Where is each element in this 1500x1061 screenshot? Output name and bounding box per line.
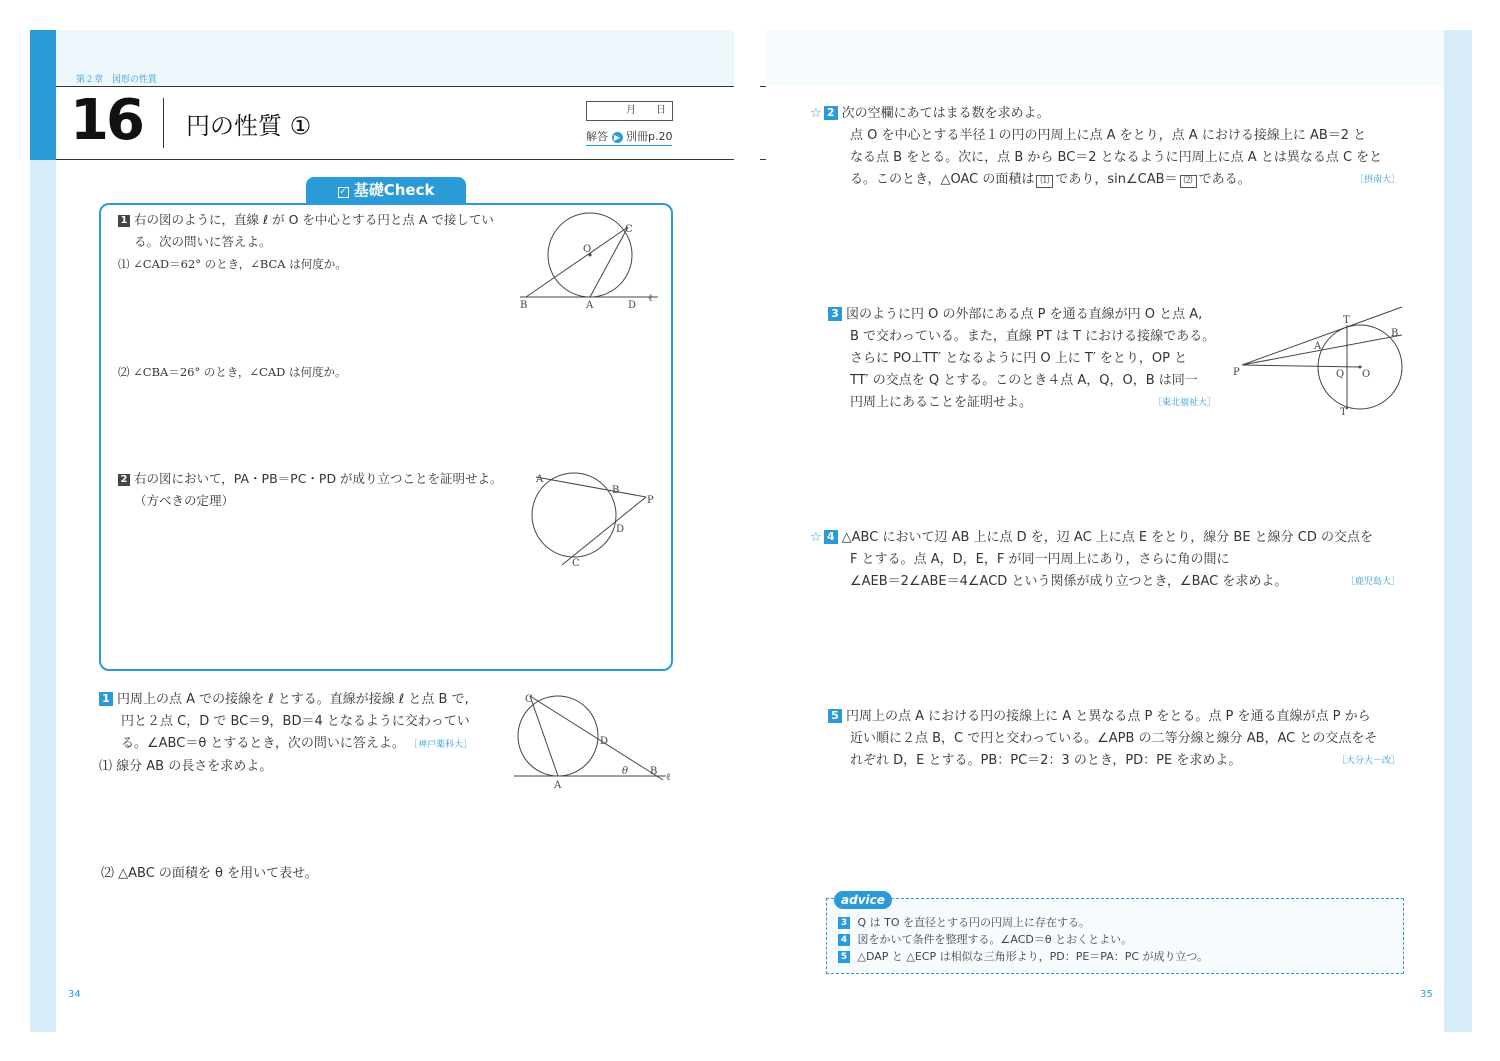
lesson-number: 16	[70, 88, 142, 153]
advice-item-number: 4	[838, 934, 850, 946]
lesson-title: 円の性質 ①	[186, 112, 312, 140]
problem-number: 4	[824, 530, 838, 544]
right-margin-band	[1444, 30, 1472, 1032]
advice-item	[838, 948, 1208, 965]
advice-item	[838, 931, 1208, 948]
fig-label-B: B	[1391, 328, 1399, 339]
advice-list	[838, 914, 1208, 965]
arrow-right-icon: ▶	[612, 132, 623, 143]
basic-q1-sub2: ⑵ ∠CBA＝26° のとき，∠CAD は何度か。	[118, 365, 347, 379]
fig-label-D: D	[616, 524, 625, 535]
left-problem-figure	[508, 688, 683, 798]
p5-line3: れぞれ D，E とする。PB：PC＝2：3 のとき，PD：PE を求めよ。	[850, 753, 1242, 768]
basic-q2	[118, 468, 518, 512]
left-problem-sub1: ⑴ 線分 AB の長さを求めよ。	[99, 759, 273, 774]
answer-reference	[586, 128, 672, 146]
p4-line3: ∠AEB＝2∠ABE＝4∠ACD という関係が成り立つとき，∠BAC を求めよ。	[850, 574, 1288, 589]
fig-label-O: O	[1362, 369, 1371, 380]
fig-label-D: D	[600, 736, 609, 747]
p3-line2: B で交わっている。また，直線 PT は T における接線である。	[850, 329, 1216, 344]
fig-label-O: O	[583, 244, 592, 255]
star-icon: ☆	[810, 106, 822, 121]
chapter-label: 第２章 図形の性質	[76, 75, 158, 85]
fig-label-l: ℓ	[666, 772, 671, 783]
basic-check-tab	[306, 177, 466, 204]
p5-line1: 円周上の点 A における円の接線上に A と異なる点 P をとる。点 P を通る直線が点 P から	[846, 709, 1371, 724]
advice-item-text: Q は TO を直径とする円の円周上に存在する。	[857, 916, 1091, 929]
right-header-background	[766, 30, 1444, 86]
source-label: ［鹿児島大］	[1345, 577, 1400, 587]
basic-q2-line1: 右の図において，PA・PB＝PC・PD が成り立つことを証明せよ。	[134, 471, 503, 486]
advice-item-text: △DAP と △ECP は相似な三角形より，PD：PE＝PA：PC が成り立つ。	[857, 950, 1209, 963]
answer-blank-2[interactable]: ⑵	[1180, 175, 1197, 188]
basic-check-title: 基礎Check	[353, 181, 435, 199]
basic-q1-line1: 右の図のように，直線 ℓ が O を中心とする円と点 A で接してい	[134, 212, 494, 227]
fig-label-A: A	[536, 474, 544, 485]
right-problem-2	[810, 103, 1410, 191]
gutter-mark-2	[760, 159, 766, 160]
fig-label-B: B	[520, 300, 528, 311]
fig-label-A: A	[554, 780, 562, 791]
date-box[interactable]: 月 日	[586, 101, 673, 121]
fig-label-B: B	[612, 485, 620, 496]
fig-label-Q: Q	[1336, 369, 1345, 380]
answer-blank-1[interactable]: ⑴	[1036, 175, 1053, 188]
left-problem-line1: 円周上の点 A での接線を ℓ とする。直線が接線 ℓ と点 B で,	[117, 692, 469, 707]
source-label: ［大分大－改］	[1336, 756, 1400, 766]
answer-ref-prefix: 解答	[586, 130, 608, 143]
fig-label-P: P	[1233, 367, 1240, 378]
p2-line4c: である。	[1198, 172, 1251, 187]
question-number: 1	[118, 215, 130, 227]
basic-q1	[118, 209, 508, 275]
p3-line3: さらに PO⊥TT′ となるように円 O 上に T′ をとり，OP と	[850, 351, 1188, 366]
basic-q1-line2: る。次の問いに答えよ。	[134, 234, 272, 249]
basic-q1-sub1: ⑴ ∠CAD＝62° のとき，∠BCA は何度か。	[118, 257, 347, 271]
question-number: 2	[118, 474, 130, 486]
gutter-mark	[760, 86, 766, 87]
fig-label-P: P	[647, 495, 654, 506]
fig-label-A: A	[1314, 341, 1322, 352]
checkbox-icon: ✓	[339, 187, 347, 197]
advice-item-number: 3	[838, 917, 850, 929]
fig-label-l: ℓ	[648, 293, 653, 304]
header-rule-top	[56, 86, 734, 87]
p2-line4b: であり，sin∠CAB＝	[1055, 172, 1178, 187]
page-number-left: 34	[68, 989, 81, 1000]
right-problem-3	[828, 304, 1228, 414]
left-margin-band	[30, 30, 56, 1032]
fig-label-D: D	[628, 300, 637, 311]
basic-q2-line2: （方べきの定理）	[134, 493, 235, 508]
star-icon: ☆	[810, 530, 822, 545]
problem-number: 3	[828, 307, 842, 321]
fig-label-theta: θ	[622, 766, 629, 777]
answer-ref-page: 別冊p.20	[626, 130, 673, 143]
right-problem-4	[810, 527, 1410, 593]
source-label: ［摂南大］	[1354, 175, 1400, 185]
advice-item	[838, 914, 1208, 931]
p4-line1: △ABC において辺 AB 上に点 D を，辺 AC 上に点 E をとり，線分 BE と線分 CD の交点を	[841, 530, 1374, 545]
title-divider	[163, 98, 164, 148]
basic-q2-figure	[524, 465, 664, 575]
problem-number: 5	[828, 709, 842, 723]
advice-badge: advice	[834, 891, 892, 909]
header-background	[56, 30, 734, 86]
p3-line4: TT′ の交点を Q とする。このとき４点 A，Q，O，B は同一	[850, 373, 1198, 388]
left-problem-line3: る。∠ABC＝θ とするとき，次の問いに答えよ。	[121, 736, 405, 751]
p3-line1: 図のように円 O の外部にある点 P を通る直線が円 O と点 A,	[846, 307, 1203, 322]
p2-line3: なる点 B をとる。次に，点 B から BC＝2 となるように円周上に点 A とは異なる点 C をと	[850, 150, 1383, 165]
right-problem-5	[828, 706, 1410, 772]
p2-line4a: る。このとき，△OAC の面積は	[850, 172, 1035, 187]
p2-line2: 点 O を中心とする半径１の円の円周上に点 A をとり，点 A における接線上に AB＝2 と	[850, 128, 1367, 143]
p5-line2: 近い順に２点 B，C で円と交わっている。∠APB の二等分線と線分 AB，AC との交点をそ	[850, 731, 1378, 746]
fig-label-B: B	[650, 766, 658, 777]
fig-label-C: C	[525, 694, 533, 705]
fig-label-T: T	[1343, 315, 1350, 326]
right-problem-3-figure	[1230, 305, 1410, 420]
fig-label-C: C	[625, 224, 633, 235]
p2-line1: 次の空欄にあてはまる数を求めよ。	[841, 106, 1050, 121]
fig-label-C: C	[572, 558, 580, 569]
header-rule-bottom	[56, 159, 734, 160]
left-problem-1	[99, 689, 509, 778]
fig-label-T-prime: T′	[1340, 407, 1349, 418]
source-label: ［東北福祉大］	[1152, 398, 1216, 408]
page-number-right: 35	[1420, 989, 1433, 1000]
p4-line2: F とする。点 A，D，E，F が同一円周上にあり，さらに角の間に	[850, 552, 1230, 567]
left-problem-line2: 円と２点 C，D で BC＝9，BD＝4 となるように交わってい	[121, 714, 470, 729]
left-problem-sub2: ⑵ △ABC の面積を θ を用いて表せ。	[101, 866, 318, 881]
advice-item-number: 5	[838, 951, 850, 963]
problem-number: 2	[824, 106, 838, 120]
advice-item-text: 図をかいて条件を整理する。∠ACD＝θ とおくとよい。	[857, 933, 1133, 946]
source-label: ［神戸薬科大］	[409, 740, 473, 750]
p3-line5: 円周上にあることを証明せよ。	[850, 395, 1033, 410]
basic-q1-figure	[510, 205, 670, 315]
problem-number: 1	[99, 692, 113, 706]
left-margin-band-accent	[30, 30, 56, 160]
fig-label-A: A	[586, 300, 594, 311]
